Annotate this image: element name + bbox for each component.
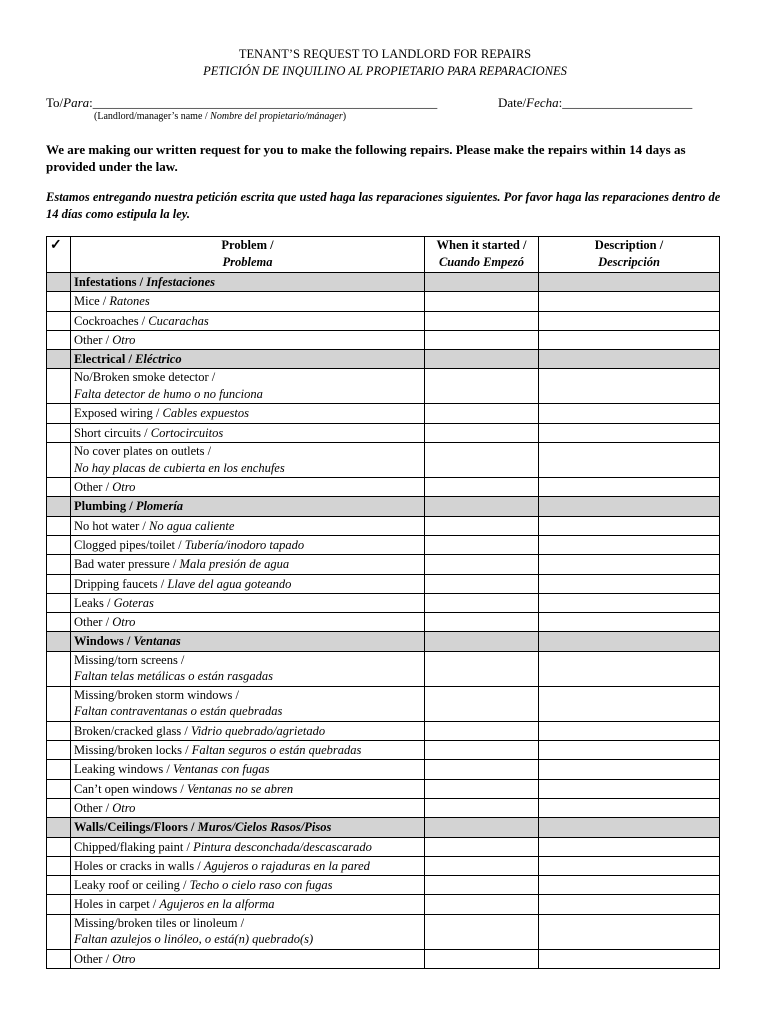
check-cell[interactable] <box>47 369 71 404</box>
problem-cell <box>71 914 425 949</box>
problem-spanish: Ventanas con fugas <box>172 762 270 777</box>
description-cell[interactable] <box>539 949 720 968</box>
check-cell[interactable] <box>47 895 71 914</box>
problem-spanish: Cucarachas <box>148 313 209 328</box>
table-row <box>47 478 720 497</box>
problem-cell <box>71 613 425 632</box>
problem-spanish: Otro <box>112 951 136 966</box>
problem-english: Exposed wiring / <box>74 406 163 421</box>
when-started-cell[interactable] <box>425 895 539 914</box>
table-header-row <box>47 237 720 273</box>
category-description-cell <box>539 497 720 516</box>
problem-english: Mice / <box>74 294 110 309</box>
table-row <box>47 779 720 798</box>
when-started-cell[interactable] <box>425 516 539 535</box>
category-label <box>71 818 425 837</box>
table-row <box>47 798 720 817</box>
description-cell[interactable] <box>539 369 720 404</box>
when-started-cell[interactable] <box>425 876 539 895</box>
problem-cell <box>71 369 425 404</box>
to-field-note <box>94 111 346 122</box>
table-row <box>47 651 720 686</box>
description-cell[interactable] <box>539 856 720 875</box>
check-cell[interactable] <box>47 741 71 760</box>
table-row <box>47 443 720 478</box>
table-row <box>47 613 720 632</box>
to-blank: :_____________________________________________________ <box>89 95 438 110</box>
problem-cell <box>71 555 425 574</box>
problem-english: Holes or cracks in walls / <box>74 858 204 873</box>
problem-english: Chipped/flaking paint / <box>74 839 194 854</box>
to-label-spanish: Para <box>63 95 90 110</box>
category-row <box>47 273 720 292</box>
check-cell[interactable] <box>47 535 71 554</box>
description-cell[interactable] <box>539 686 720 721</box>
table-row <box>47 535 720 554</box>
problem-english: Dripping faucets / <box>74 576 168 591</box>
description-cell[interactable] <box>539 741 720 760</box>
problem-english: Other / <box>74 800 113 815</box>
problem-english: Broken/cracked glass / <box>74 723 191 738</box>
description-cell[interactable] <box>539 876 720 895</box>
problem-spanish: Faltan telas metálicas o están rasgadas <box>74 669 273 684</box>
description-cell[interactable] <box>539 651 720 686</box>
check-cell[interactable] <box>47 837 71 856</box>
category-row <box>47 350 720 369</box>
when-started-cell[interactable] <box>425 949 539 968</box>
when-started-cell[interactable] <box>425 741 539 760</box>
table-row <box>47 404 720 423</box>
when-started-cell[interactable] <box>425 555 539 574</box>
problem-spanish: Techo o cielo raso con fugas <box>189 878 333 893</box>
category-started-cell <box>425 350 539 369</box>
table-row <box>47 292 720 311</box>
description-cell[interactable] <box>539 478 720 497</box>
description-cell[interactable] <box>539 895 720 914</box>
problem-header-english: Problem / <box>221 238 274 252</box>
category-label <box>71 350 425 369</box>
table-row <box>47 856 720 875</box>
category-label <box>71 632 425 651</box>
problem-cell <box>71 837 425 856</box>
title-spanish: PETICIÓN DE INQUILINO AL PROPIETARIO PARA REPARACIONES <box>203 64 567 78</box>
problem-cell <box>71 443 425 478</box>
problem-column-header <box>71 237 425 273</box>
category-description-cell <box>539 350 720 369</box>
description-cell[interactable] <box>539 443 720 478</box>
when-started-cell[interactable] <box>425 330 539 349</box>
check-cell[interactable] <box>47 949 71 968</box>
problem-cell <box>71 779 425 798</box>
repairs-table <box>46 236 720 969</box>
check-cell[interactable] <box>47 760 71 779</box>
table-row <box>47 760 720 779</box>
problem-english: Windows / <box>74 634 134 649</box>
problem-english: Infestations / <box>74 275 147 289</box>
problem-cell <box>71 895 425 914</box>
problem-spanish: Otro <box>112 480 136 495</box>
check-cell[interactable] <box>47 914 71 949</box>
when-started-cell[interactable] <box>425 721 539 740</box>
when-started-cell[interactable] <box>425 369 539 404</box>
when-started-cell[interactable] <box>425 311 539 330</box>
when-started-cell[interactable] <box>425 651 539 686</box>
category-started-cell <box>425 818 539 837</box>
table-row <box>47 895 720 914</box>
problem-cell <box>71 686 425 721</box>
table-row <box>47 914 720 949</box>
when-started-cell[interactable] <box>425 613 539 632</box>
problem-english: Missing/broken storm windows / <box>74 687 239 702</box>
problem-cell <box>71 856 425 875</box>
description-column-header <box>539 237 720 273</box>
problem-spanish: Faltan contraventanas o están quebradas <box>74 704 283 719</box>
started-header-english: When it started / <box>436 238 527 252</box>
category-label <box>71 497 425 516</box>
problem-english: Bad water pressure / <box>74 557 180 572</box>
when-started-cell[interactable] <box>425 856 539 875</box>
table-row <box>47 686 720 721</box>
problem-english: No cover plates on outlets / <box>74 444 212 459</box>
description-cell[interactable] <box>539 555 720 574</box>
problem-english: No hot water / <box>74 518 149 533</box>
when-started-cell[interactable] <box>425 593 539 612</box>
intro-spanish: Estamos entregando nuestra petición escrita que usted haga las reparaciones siguientes. Por favor haga las reparaciones dentro de 14 días como estipula la ley. <box>46 190 721 221</box>
category-started-cell <box>425 632 539 651</box>
description-cell[interactable] <box>539 292 720 311</box>
intro-english: We are making our written request for you to make the following repairs. Please make the repairs within 14 days as provided under the law. <box>46 142 686 174</box>
table-row <box>47 423 720 442</box>
table-row <box>47 516 720 535</box>
problem-spanish: Vidrio quebrado/agrietado <box>190 723 326 738</box>
when-started-cell[interactable] <box>425 760 539 779</box>
check-cell[interactable] <box>47 651 71 686</box>
check-cell[interactable] <box>47 593 71 612</box>
check-cell[interactable] <box>47 721 71 740</box>
problem-header-spanish: Problema <box>222 255 273 269</box>
description-cell[interactable] <box>539 760 720 779</box>
problem-spanish: Otro <box>112 800 136 815</box>
check-cell[interactable] <box>47 423 71 442</box>
when-started-cell[interactable] <box>425 686 539 721</box>
started-column-header <box>425 237 539 273</box>
check-cell[interactable] <box>47 856 71 875</box>
check-column-header: ✓ <box>47 237 71 273</box>
check-cell[interactable] <box>47 478 71 497</box>
date-label-spanish: Fecha <box>526 95 559 110</box>
table-row <box>47 311 720 330</box>
problem-cell <box>71 423 425 442</box>
description-cell[interactable] <box>539 721 720 740</box>
problem-spanish: Faltan seguros o están quebradas <box>191 743 362 758</box>
problem-english: Clogged pipes/toilet / <box>74 537 185 552</box>
problem-cell <box>71 593 425 612</box>
problem-english: Leaks / <box>74 595 114 610</box>
problem-spanish: Otro <box>112 332 136 347</box>
problem-spanish: Agujeros en la alforma <box>159 897 275 912</box>
description-cell[interactable] <box>539 574 720 593</box>
problem-spanish: Cables expuestos <box>162 406 249 421</box>
problem-english: Missing/broken locks / <box>74 743 192 758</box>
check-cell[interactable] <box>47 555 71 574</box>
check-cell[interactable] <box>47 779 71 798</box>
description-cell[interactable] <box>539 837 720 856</box>
check-cell[interactable] <box>47 574 71 593</box>
when-started-cell[interactable] <box>425 779 539 798</box>
description-cell[interactable] <box>539 798 720 817</box>
check-cell[interactable] <box>47 404 71 423</box>
problem-cell <box>71 741 425 760</box>
description-cell[interactable] <box>539 423 720 442</box>
problem-english: Plumbing / <box>74 499 136 514</box>
category-started-cell <box>425 497 539 516</box>
description-cell[interactable] <box>539 613 720 632</box>
description-cell[interactable] <box>539 311 720 330</box>
problem-spanish: No hay placas de cubierta en los enchufes <box>74 460 285 475</box>
table-row <box>47 949 720 968</box>
date-field[interactable] <box>498 95 692 111</box>
problem-spanish: Plomería <box>135 499 184 514</box>
date-label: Date/ <box>498 95 527 110</box>
problem-cell <box>71 721 425 740</box>
when-started-cell[interactable] <box>425 478 539 497</box>
category-description-cell <box>539 632 720 651</box>
started-header-spanish: Cuando Empezó <box>438 255 525 269</box>
check-cell[interactable] <box>47 443 71 478</box>
to-field[interactable] <box>46 95 437 111</box>
when-started-cell[interactable] <box>425 404 539 423</box>
problem-english: Other / <box>74 480 113 495</box>
category-description-cell <box>539 818 720 837</box>
when-started-cell[interactable] <box>425 574 539 593</box>
problem-spanish: Cortocircuitos <box>150 425 224 440</box>
problem-spanish: Muros/Cielos Rasos/Pisos <box>197 820 332 835</box>
category-check-cell <box>47 350 71 369</box>
problem-cell <box>71 651 425 686</box>
when-started-cell[interactable] <box>425 837 539 856</box>
table-row <box>47 837 720 856</box>
problem-spanish: Pintura desconchada/descascarado <box>193 839 372 854</box>
problem-spanish: Mala presión de agua <box>179 557 290 572</box>
problem-cell <box>71 876 425 895</box>
when-started-cell[interactable] <box>425 443 539 478</box>
to-label: To/ <box>46 95 64 110</box>
problem-cell <box>71 760 425 779</box>
problem-english: Walls/Ceilings/Floors / <box>74 820 198 835</box>
problem-english: Holes in carpet / <box>74 897 160 912</box>
description-cell[interactable] <box>539 535 720 554</box>
when-started-cell[interactable] <box>425 423 539 442</box>
problem-cell <box>71 516 425 535</box>
check-cell[interactable] <box>47 516 71 535</box>
category-check-cell <box>47 273 71 292</box>
problem-english: Other / <box>74 332 113 347</box>
category-started-cell <box>425 273 539 292</box>
table-row <box>47 369 720 404</box>
problem-english: No/Broken smoke detector / <box>74 370 216 385</box>
problem-cell <box>71 330 425 349</box>
category-check-cell <box>47 497 71 516</box>
category-row <box>47 632 720 651</box>
problem-spanish: Ratones <box>109 294 150 309</box>
problem-cell <box>71 798 425 817</box>
table-row <box>47 593 720 612</box>
when-started-cell[interactable] <box>425 914 539 949</box>
problem-spanish: Infestaciones <box>146 275 215 289</box>
check-cell[interactable] <box>47 686 71 721</box>
title-english: TENANT’S REQUEST TO LANDLORD FOR REPAIRS <box>238 47 532 61</box>
table-row <box>47 555 720 574</box>
note-english: (Landlord/manager’s name / <box>94 111 211 122</box>
problem-spanish: No agua caliente <box>148 518 235 533</box>
problem-cell <box>71 478 425 497</box>
description-header-english: Description / <box>594 238 664 252</box>
problem-english: Missing/broken tiles or linoleum / <box>74 915 245 930</box>
category-check-cell <box>47 818 71 837</box>
problem-spanish: Tubería/inodoro tapado <box>184 537 305 552</box>
problem-spanish: Agujeros o rajaduras en la pared <box>203 858 370 873</box>
category-row <box>47 818 720 837</box>
problem-cell <box>71 574 425 593</box>
check-cell[interactable] <box>47 292 71 311</box>
check-cell[interactable] <box>47 330 71 349</box>
description-header-spanish: Descripción <box>598 255 660 269</box>
problem-english: Cockroaches / <box>74 313 149 328</box>
problem-cell <box>71 292 425 311</box>
problem-spanish: Otro <box>112 615 136 630</box>
check-cell[interactable] <box>47 876 71 895</box>
description-cell[interactable] <box>539 593 720 612</box>
problem-cell <box>71 535 425 554</box>
table-row <box>47 741 720 760</box>
problem-english: Electrical / <box>74 352 136 367</box>
problem-english: Other / <box>74 951 113 966</box>
category-row <box>47 497 720 516</box>
problem-spanish: Faltan azulejos o linóleo, o está(n) quebrado(s) <box>74 932 314 947</box>
when-started-cell[interactable] <box>425 798 539 817</box>
when-started-cell[interactable] <box>425 292 539 311</box>
problem-spanish: Goteras <box>113 595 154 610</box>
problem-spanish: Llave del agua goteando <box>167 576 292 591</box>
problem-english: Can’t open windows / <box>74 781 187 796</box>
check-cell[interactable] <box>47 311 71 330</box>
when-started-cell[interactable] <box>425 535 539 554</box>
problem-english: Short circuits / <box>74 425 151 440</box>
description-cell[interactable] <box>539 914 720 949</box>
problem-english: Missing/torn screens / <box>74 652 185 667</box>
problem-english: Other / <box>74 615 113 630</box>
problem-english: Leaky roof or ceiling / <box>74 878 190 893</box>
description-cell[interactable] <box>539 779 720 798</box>
category-description-cell <box>539 273 720 292</box>
problem-spanish: Ventanas <box>133 634 181 649</box>
description-cell[interactable] <box>539 404 720 423</box>
table-row <box>47 876 720 895</box>
check-cell[interactable] <box>47 613 71 632</box>
category-check-cell <box>47 632 71 651</box>
problem-cell <box>71 404 425 423</box>
problem-english: Leaking windows / <box>74 762 173 777</box>
table-row <box>47 330 720 349</box>
note-close: ) <box>342 111 347 122</box>
description-cell[interactable] <box>539 516 720 535</box>
problem-spanish: Falta detector de humo o no funciona <box>74 386 263 401</box>
category-label <box>71 273 425 292</box>
problem-spanish: Eléctrico <box>135 352 182 367</box>
note-spanish: Nombre del propietario/mánager <box>210 111 343 122</box>
table-row <box>47 721 720 740</box>
description-cell[interactable] <box>539 330 720 349</box>
table-row <box>47 574 720 593</box>
check-cell[interactable] <box>47 798 71 817</box>
problem-spanish: Ventanas no se abren <box>186 781 294 796</box>
problem-cell <box>71 949 425 968</box>
problem-cell <box>71 311 425 330</box>
date-blank: :____________________ <box>558 95 693 110</box>
